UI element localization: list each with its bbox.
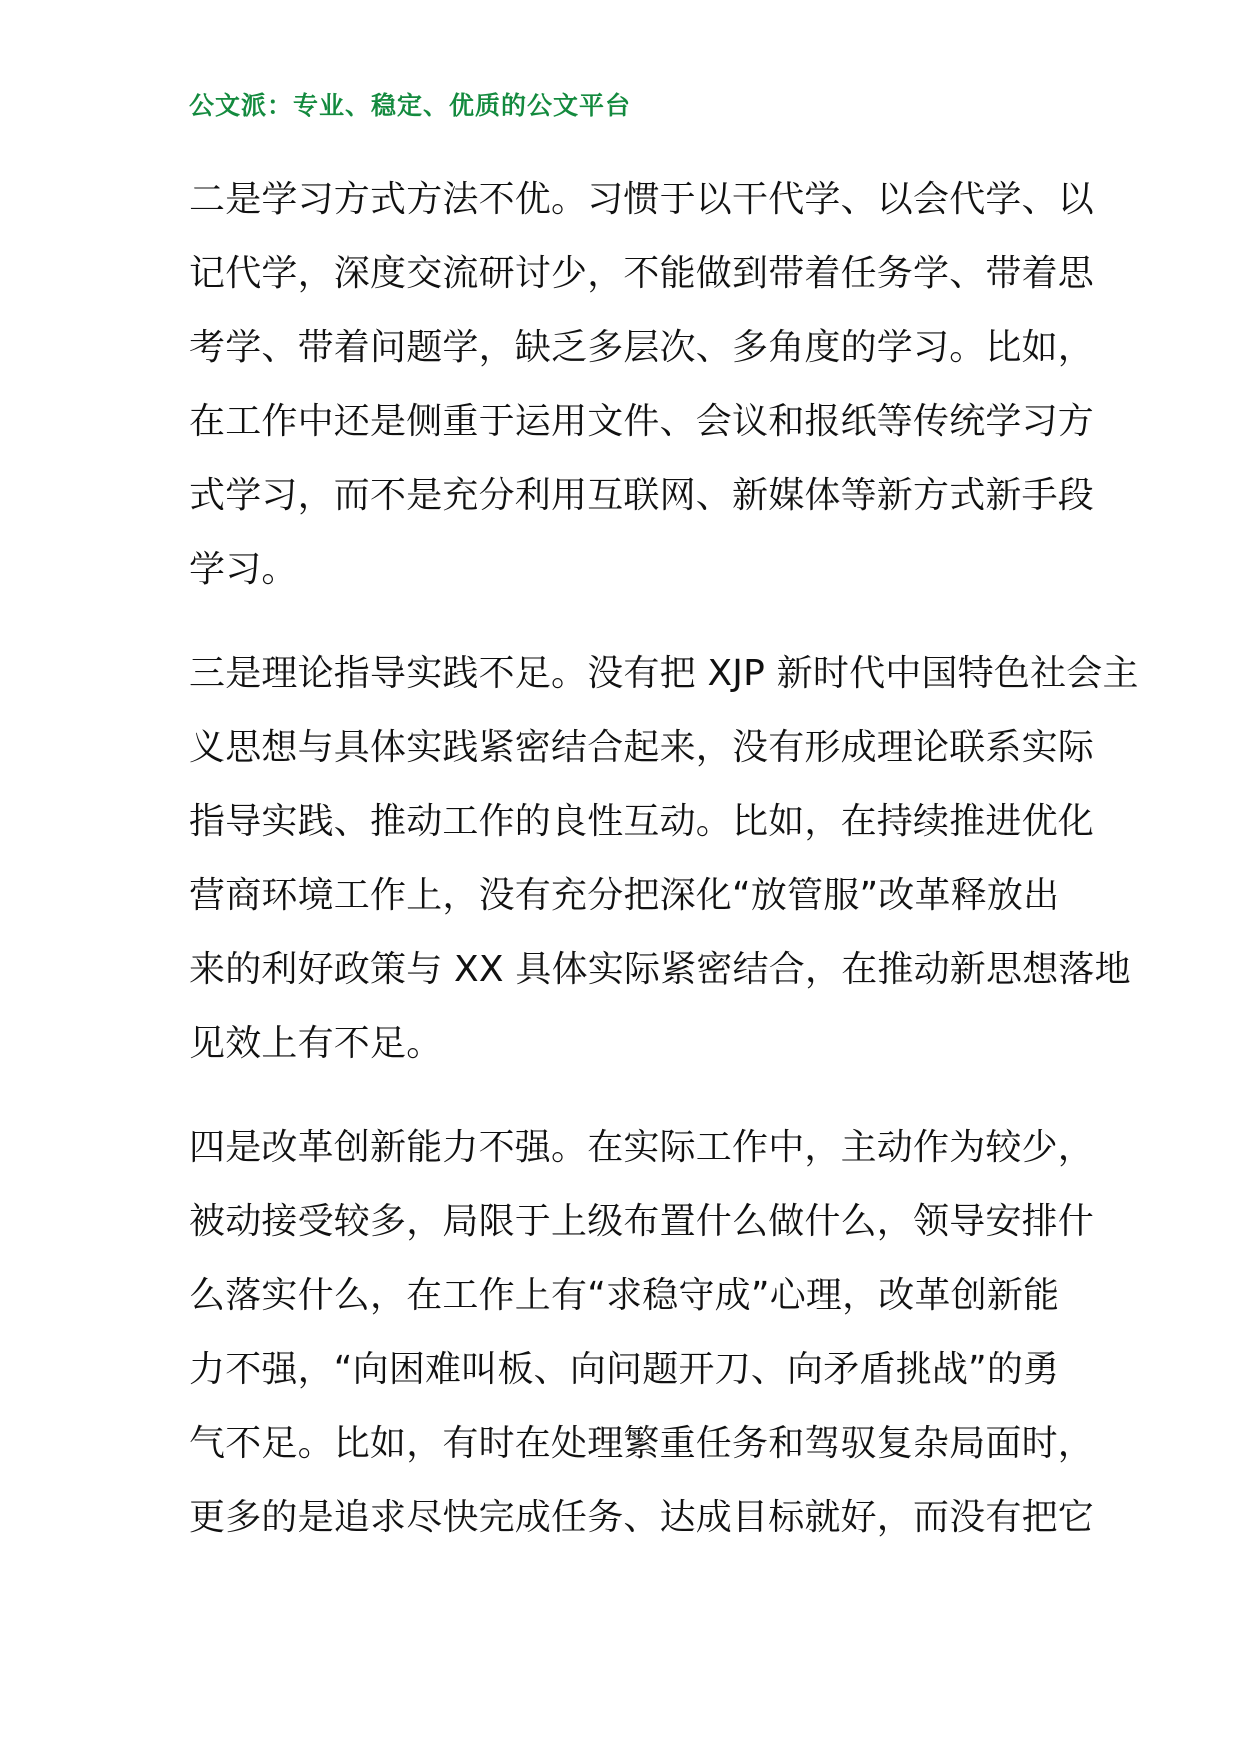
text-line: 在工作中还是侧重于运用文件、会议和报纸等传统学习方 bbox=[189, 401, 1095, 442]
text-line: 气不足。比如，有时在处理繁重任务和驾驭复杂局面时， bbox=[189, 1423, 1095, 1464]
text-line: 义思想与具体实践紧密结合起来，没有形成理论联系实际 bbox=[189, 727, 1095, 768]
text-line: 来的利好政策与 XX 具体实际紧密结合，在推动新思想落地 bbox=[189, 949, 1131, 990]
text-line: 更多的是追求尽快完成任务、达成目标就好，而没有把它 bbox=[189, 1497, 1095, 1538]
text-line: 指导实践、推动工作的良性互动。比如，在持续推进优化 bbox=[189, 801, 1095, 842]
text-line: 见效上有不足。 bbox=[189, 1023, 443, 1064]
text-line: 营商环境工作上，没有充分把深化“放管服”改革释放出 bbox=[189, 875, 1060, 916]
text-line: 么落实什么，在工作上有“求稳守成”心理，改革创新能 bbox=[189, 1275, 1060, 1316]
text-line: 考学、带着问题学，缺乏多层次、多角度的学习。比如， bbox=[189, 327, 1095, 368]
document-body bbox=[189, 163, 1139, 1585]
text-line: 力不强，“向困难叫板、向问题开刀、向矛盾挑战”的勇 bbox=[189, 1349, 1060, 1390]
text-line: 记代学，深度交流研讨少，不能做到带着任务学、带着思 bbox=[189, 253, 1095, 294]
text-line: 被动接受较多，局限于上级布置什么做什么，领导安排什 bbox=[189, 1201, 1095, 1242]
text-line: 二是学习方式方法不优。习惯于以干代学、以会代学、以 bbox=[189, 179, 1095, 220]
text-line: 四是改革创新能力不强。在实际工作中，主动作为较少， bbox=[189, 1127, 1095, 1168]
header-title: 公文派：专业、稳定、优质的公文平台 bbox=[189, 91, 632, 120]
paragraph-4 bbox=[189, 1111, 1095, 1555]
text-line: 式学习，而不是充分利用互联网、新媒体等新方式新手段 bbox=[189, 475, 1095, 516]
paragraph-2 bbox=[189, 163, 1095, 607]
text-line: 三是理论指导实践不足。没有把 XJP 新时代中国特色社会主 bbox=[189, 653, 1139, 694]
paragraph-3 bbox=[189, 637, 1139, 1081]
text-line: 学习。 bbox=[189, 549, 298, 590]
